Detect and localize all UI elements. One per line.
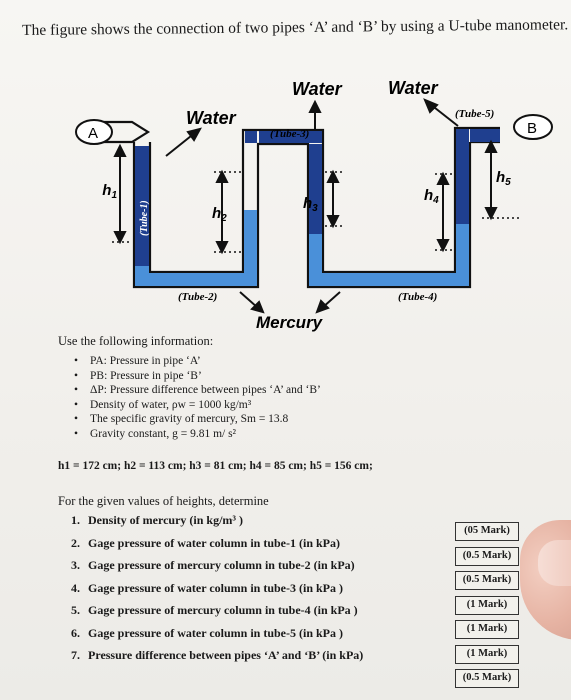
question-item: 6. Gage pressure of water column in tube-5 (in kPa ) bbox=[71, 625, 343, 640]
h1-label: $h_1$ bbox=[102, 182, 117, 201]
info-item: • ΔP: Pressure difference between pipes ‘A’ and ‘B’ bbox=[62, 383, 321, 398]
water-label-right: Water bbox=[388, 78, 438, 98]
info-item: • Gravity constant, g = 9.81 m/ s² bbox=[62, 427, 321, 442]
water-tube-5 bbox=[456, 129, 469, 224]
question-item: 7. Pressure difference between pipes ‘A’ and ‘B’ (in kPa) bbox=[71, 648, 364, 662]
mercury-tube-2 bbox=[244, 210, 257, 286]
info-item: • The specific gravity of mercury, Sm = 13.8 bbox=[62, 412, 321, 427]
tube-4-label: (Tube-4) bbox=[398, 291, 438, 303]
water-label-mid: Water bbox=[292, 79, 342, 99]
fingernail bbox=[538, 540, 571, 586]
mercury-bottom-left bbox=[135, 273, 257, 286]
mercury-bottom-right bbox=[309, 273, 469, 286]
info-heading: Use the following information: bbox=[58, 334, 214, 348]
tube-2-label: (Tube-2) bbox=[178, 291, 218, 303]
pipe-a-label: A bbox=[88, 125, 99, 142]
u-tube-inner bbox=[150, 128, 500, 272]
mark-badge: (0.5 Mark) bbox=[455, 571, 519, 590]
h4-label: $h_4$ bbox=[424, 187, 439, 206]
h2-label: $h_2$ bbox=[212, 205, 227, 224]
page-title: The figure shows the connection of two pipes ‘A’ and ‘B’ by using a U-tube manometer. bbox=[22, 16, 569, 39]
heights-line: h1 = 172 cm; h2 = 113 cm; h3 = 81 cm; h4 = 85 cm; h5 = 156 cm; bbox=[58, 460, 373, 472]
question-item: 3. Gage pressure of mercury column in tube-2 (in kPa) bbox=[71, 558, 355, 572]
info-item: • PA: Pressure in pipe ‘A’ bbox=[62, 354, 321, 369]
mercury-tube-4 bbox=[456, 224, 469, 286]
h3-label: $h_3$ bbox=[303, 195, 318, 214]
manometer-diagram bbox=[0, 60, 571, 340]
mark-badge: (0.5 Mark) bbox=[455, 547, 519, 566]
given-line: For the given values of heights, determine bbox=[58, 494, 269, 508]
tube-5-label: (Tube-5) bbox=[455, 108, 495, 120]
question-item: 5. Gage pressure of mercury column in tube-4 (in kPa ) bbox=[71, 603, 358, 617]
water-tube-3 bbox=[309, 144, 322, 234]
u-tube-outline bbox=[134, 142, 470, 287]
info-list bbox=[62, 354, 321, 441]
question-item: 4. Gage pressure of water column in tube-3 (in kPa ) bbox=[71, 580, 343, 595]
pipe-b-label: B bbox=[527, 120, 538, 137]
marks-column bbox=[455, 522, 519, 694]
info-item: • PB: Pressure in pipe ‘B’ bbox=[62, 369, 321, 384]
info-item: • Density of water, ρw = 1000 kg/m³ bbox=[62, 398, 321, 413]
water-pipe-b-link bbox=[470, 129, 500, 142]
tube-1-label: (Tube-1) bbox=[139, 200, 150, 236]
mark-badge: (05 Mark) bbox=[455, 522, 519, 541]
water-label-left: Water bbox=[186, 108, 236, 128]
tube-3-label: (Tube-3) bbox=[270, 128, 310, 140]
question-item: 2. Gage pressure of water column in tube-1 (in kPa) bbox=[71, 535, 340, 550]
mercury-label: Mercury bbox=[256, 313, 323, 332]
h5-label: $h_5$ bbox=[496, 169, 511, 188]
mark-badge: (1 Mark) bbox=[455, 596, 519, 615]
question-item: 1. Density of mercury (in kg/m³ ) bbox=[71, 513, 244, 527]
mark-badge: (1 Mark) bbox=[455, 645, 519, 664]
mark-badge: (0.5 Mark) bbox=[455, 669, 519, 688]
mark-badge: (1 Mark) bbox=[455, 620, 519, 639]
water-tube-2-top bbox=[245, 131, 257, 143]
